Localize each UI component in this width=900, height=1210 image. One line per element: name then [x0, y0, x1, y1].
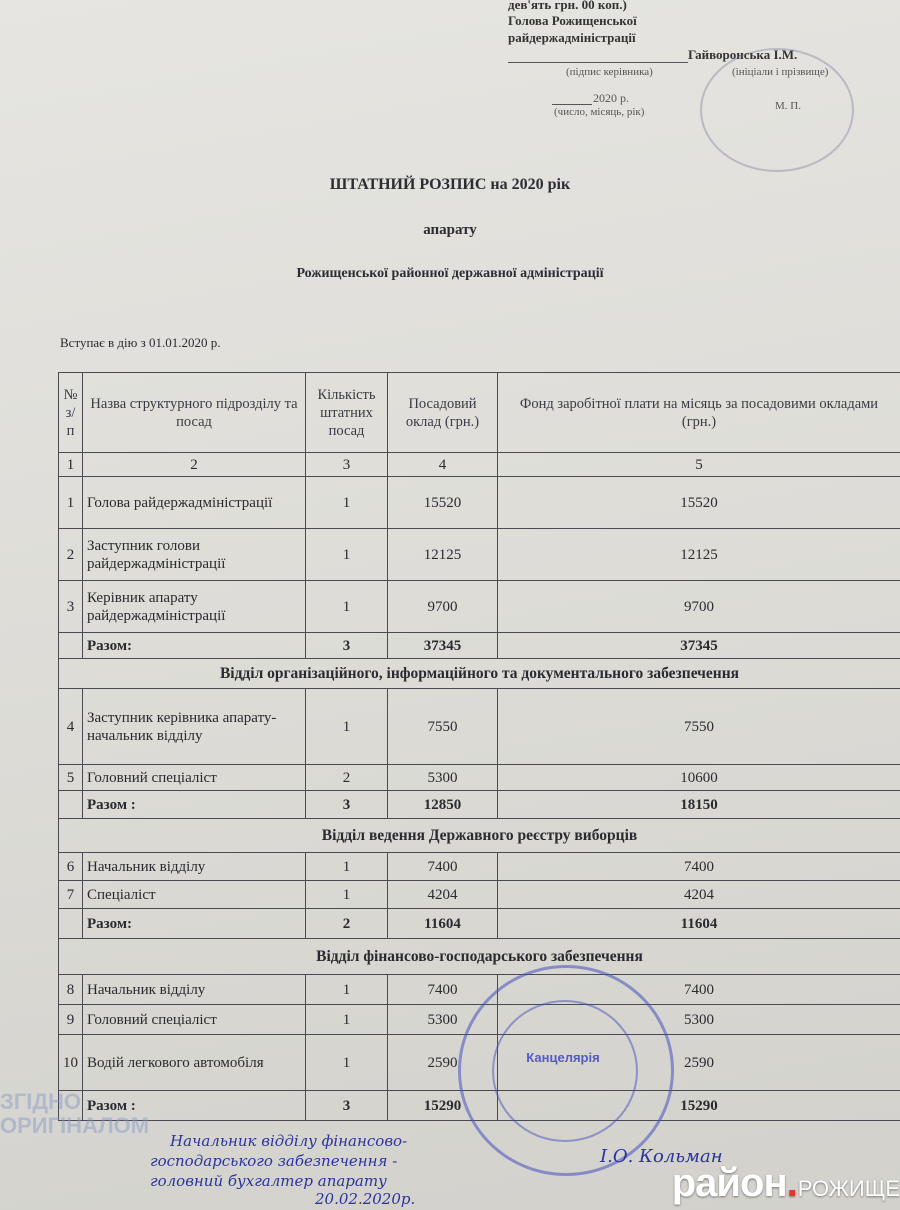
col-number: 1: [59, 453, 83, 477]
watermark-line1: ЗГІДНО: [0, 1089, 82, 1114]
empty-cell: [59, 791, 83, 819]
position-salary: 7400: [388, 853, 498, 881]
section-title: Відділ фінансово-господарського забезпечення: [59, 939, 900, 975]
row-number: 4: [59, 689, 83, 765]
position-fund: 4204: [498, 881, 900, 909]
position-name: Спеціаліст: [83, 881, 306, 909]
handwritten-line2: господарського забезпечення -: [150, 1152, 398, 1170]
approval-date: 2020 р.: [593, 91, 629, 105]
position-quantity: 1: [306, 975, 388, 1005]
total-quantity: 3: [306, 633, 388, 659]
position-name: Водій легкового автомобіля: [83, 1035, 306, 1091]
total-fund: 37345: [498, 633, 900, 659]
document-title: ШТАТНИЙ РОЗПИС на 2020 рік: [329, 176, 571, 193]
position-quantity: 1: [306, 1005, 388, 1035]
approval-position-line2: райдержадміністрації: [508, 30, 636, 45]
site-brand-logo: [672, 1161, 900, 1206]
empty-cell: [59, 633, 83, 659]
position-quantity: 1: [306, 689, 388, 765]
header-salary: Посадовий оклад (грн.): [388, 373, 498, 453]
position-salary: 12125: [388, 529, 498, 581]
section-row: [59, 939, 900, 975]
stamp-center-text: Канцелярія: [526, 1050, 600, 1065]
position-name: Заступник голови райдержадміністрації: [83, 529, 306, 581]
header-quantity: Кількість штатних посад: [306, 373, 388, 453]
handwritten-line3: головний бухгалтер апарату: [150, 1172, 387, 1190]
position-fund: 5300: [498, 1005, 900, 1035]
total-fund: 11604: [498, 909, 900, 939]
section-title: Відділ організаційного, інформаційного та документального забезпечення: [59, 659, 900, 689]
row-number: 3: [59, 581, 83, 633]
position-quantity: 1: [306, 581, 388, 633]
total-row: [59, 633, 900, 659]
position-salary: 7400: [388, 975, 498, 1005]
row-number: 5: [59, 765, 83, 791]
total-row: [59, 791, 900, 819]
head-name: Гайворонська І.М.: [688, 47, 798, 62]
position-name: Головний спеціаліст: [83, 1005, 306, 1035]
position-name: Начальник відділу: [83, 853, 306, 881]
position-name: Головний спеціаліст: [83, 765, 306, 791]
section-row: [59, 659, 900, 689]
col-number: 5: [498, 453, 900, 477]
position-fund: 7400: [498, 853, 900, 881]
handwritten-signer: І.О. Кольман: [600, 1146, 723, 1167]
position-salary: 2590: [388, 1035, 498, 1091]
position-name: Керівник апарату райдержадміністрації: [83, 581, 306, 633]
position-salary: 4204: [388, 881, 498, 909]
position-fund: 2590: [498, 1035, 900, 1091]
position-name: Заступник керівника апарату-начальник відділу: [83, 689, 306, 765]
total-quantity: 3: [306, 1091, 388, 1121]
handwritten-line1: Начальник відділу фінансово-: [170, 1132, 408, 1150]
total-label: Разом :: [83, 1091, 306, 1121]
row-number: 10: [59, 1035, 83, 1091]
total-row: [59, 909, 900, 939]
brand-town: РОЖИЩЕ: [797, 1176, 900, 1201]
row-number: 6: [59, 853, 83, 881]
seal-caption: М. П.: [775, 100, 801, 112]
position-fund: 9700: [498, 581, 900, 633]
table-row: [59, 529, 900, 581]
date-caption: (число, місяць, рік): [554, 106, 645, 118]
position-salary: 7550: [388, 689, 498, 765]
table-row: [59, 581, 900, 633]
total-label: Разом:: [83, 633, 306, 659]
handwritten-date: 20.02.2020р.: [315, 1190, 416, 1208]
position-fund: 7550: [498, 689, 900, 765]
position-quantity: 1: [306, 853, 388, 881]
header-fund: Фонд заробітної плати на місяць за посадовими окладами (грн.): [498, 373, 900, 453]
position-fund: 10600: [498, 765, 900, 791]
organization-name: Рожищенської районної державної адміністрації: [296, 266, 604, 281]
brand-name: район: [671, 1161, 787, 1205]
empty-cell: [59, 909, 83, 939]
approval-seal-stamp: [700, 48, 854, 172]
position-salary: 5300: [388, 1005, 498, 1035]
section-row: [59, 819, 900, 853]
row-number: 2: [59, 529, 83, 581]
approval-position-line1: Голова Рожищенської: [508, 13, 637, 28]
table-row: [59, 853, 900, 881]
position-fund: 7400: [498, 975, 900, 1005]
column-number-row: [59, 453, 900, 477]
col-number: 2: [83, 453, 306, 477]
position-quantity: 1: [306, 477, 388, 529]
row-number: 9: [59, 1005, 83, 1035]
position-quantity: 1: [306, 529, 388, 581]
certification-watermark: [0, 1090, 149, 1138]
date-line: [552, 104, 592, 105]
position-name: Начальник відділу: [83, 975, 306, 1005]
col-number: 4: [388, 453, 498, 477]
row-number: 7: [59, 881, 83, 909]
position-fund: 12125: [498, 529, 900, 581]
table-row: [59, 881, 900, 909]
position-salary: 15520: [388, 477, 498, 529]
document-subtitle: апарату: [423, 222, 477, 238]
position-salary: 9700: [388, 581, 498, 633]
table-row: [59, 975, 900, 1005]
total-quantity: 3: [306, 791, 388, 819]
brand-dot: .: [786, 1161, 798, 1205]
total-quantity: 2: [306, 909, 388, 939]
signature-caption: (підпис керівника): [566, 66, 653, 78]
position-name: Голова райдержадміністрації: [83, 477, 306, 529]
total-label: Разом :: [83, 791, 306, 819]
table-header-row: [59, 373, 900, 453]
total-label: Разом:: [83, 909, 306, 939]
total-fund: 18150: [498, 791, 900, 819]
header-position-name: Назва структурного підрозділу та посад: [83, 373, 306, 453]
row-number: 8: [59, 975, 83, 1005]
position-quantity: 2: [306, 765, 388, 791]
position-salary: 5300: [388, 765, 498, 791]
col-number: 3: [306, 453, 388, 477]
position-quantity: 1: [306, 1035, 388, 1091]
total-salary: 37345: [388, 633, 498, 659]
signature-line: [508, 62, 688, 63]
effective-date: Вступає в дію з 01.01.2020 р.: [60, 335, 221, 350]
total-fund: 15290: [498, 1091, 900, 1121]
watermark-line2: ОРИГІНАЛОМ: [0, 1113, 150, 1138]
approval-amount-text: дев'ять грн. 00 коп.): [508, 0, 627, 12]
initials-caption: (ініціали і прізвище): [732, 66, 829, 78]
table-row: [59, 477, 900, 529]
position-fund: 15520: [498, 477, 900, 529]
office-stamp-inner-ring: [492, 1000, 638, 1142]
row-number: 1: [59, 477, 83, 529]
total-salary: 12850: [388, 791, 498, 819]
table-row: [59, 765, 900, 791]
total-salary: 15290: [388, 1091, 498, 1121]
position-quantity: 1: [306, 881, 388, 909]
header-number: № з/ п: [59, 373, 83, 453]
section-title: Відділ ведення Державного реєстру виборців: [59, 819, 900, 853]
total-salary: 11604: [388, 909, 498, 939]
table-row: [59, 689, 900, 765]
